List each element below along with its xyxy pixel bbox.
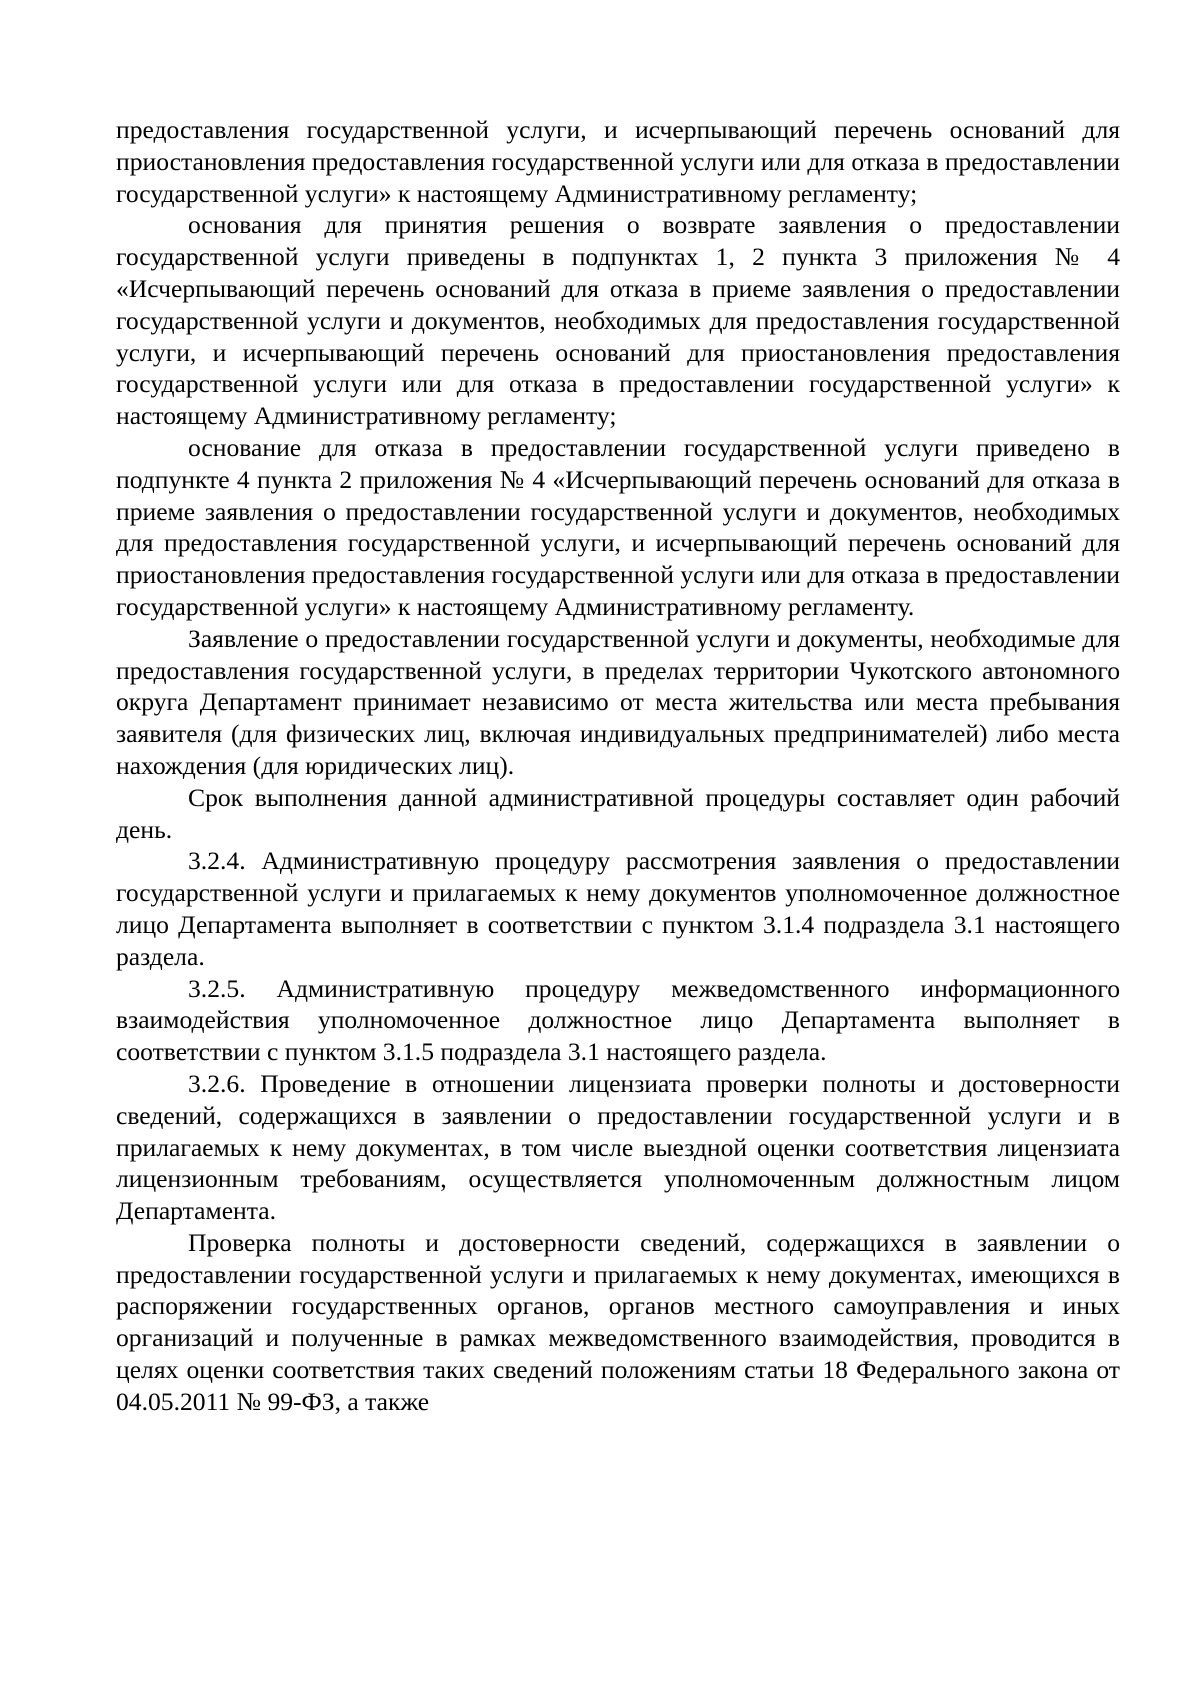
paragraph-procedure-term: Срок выполнения данной административной процедуры составляет один рабочий день. [116,782,1120,844]
paragraph-continuation: предоставления государственной услуги, и исчерпывающий перечень оснований для приостановления предоставления государственной услуги или для отказа в предоставлении государственной услуги» к настоящему Административному регламенту; [116,115,1120,208]
paragraph-verification: Проверка полноты и достоверности сведений, содержащихся в заявлении о предоставлении государственной услуги и прилагаемых к нему документах, имеющихся в распоряжении государственных органов, органов местного самоуправления и иных организаций и полученные в рамках межведомственного взаимодействия, проводится в целях оценки соответствия таких сведений положениям статьи 18 Федерального закона от 04.05.2011 № 99-ФЗ, а также [116,1227,1120,1416]
paragraph-refusal-grounds: основание для отказа в предоставлении государственной услуги приведено в подпункте 4 пункта 2 приложения № 4 «Исчерпывающий перечень оснований для отказа в приеме заявления о предоставлении государственной услуги и документов, необходимых для предоставления государственной услуги, и исчерпывающий перечень оснований для приостановления предоставления государственной услуги или для отказа в предоставлении государственной услуги» к настоящему Административному регламенту. [116,432,1120,621]
paragraph-3-2-4: 3.2.4. Административную процедуру рассмотрения заявления о предоставлении государственной услуги и прилагаемых к нему документов уполномоченное должностное лицо Департамента выполняет в соответствии с пунктом 3.1.4 подраздела 3.1 настоящего раздела. [116,846,1120,971]
paragraph-return-grounds: основания для принятия решения о возврате заявления о предоставлении государственной услуги приведены в подпунктах 1, 2 пункта 3 приложения № 4 «Исчерпывающий перечень оснований для отказа в приеме заявления о предоставлении государственной услуги и документов, необходимых для предоставления государственной услуги, и исчерпывающий перечень оснований для приостановления предоставления государственной услуги или для отказа в предоставлении государственной услуги» к настоящему Административному регламенту; [116,210,1120,431]
paragraph-application-acceptance: Заявление о предоставлении государственной услуги и документы, необходимые для предоставления государственной услуги, в пределах территории Чукотского автономного округа Департамент принимает независимо от места жительства или места пребывания заявителя (для физических лиц, включая индивидуальных предпринимателей) либо места нахождения (для юридических лиц). [116,623,1120,780]
document-body [116,114,1120,1418]
paragraph-3-2-6: 3.2.6. Проведение в отношении лицензиата проверки полноты и достоверности сведений, содержащихся в заявлении о предоставлении государственной услуги и в прилагаемых к нему документах, в том числе выездной оценки соответствия лицензиата лицензионным требованиям, осуществляется уполномоченным должностным лицом Департамента. [116,1068,1120,1226]
paragraph-3-2-5: 3.2.5. Административную процедуру межведомственного информационного взаимодействия уполномоченное должностное лицо Департамента выполняет в соответствии с пунктом 3.1.5 подраздела 3.1 настоящего раздела. [116,973,1120,1067]
